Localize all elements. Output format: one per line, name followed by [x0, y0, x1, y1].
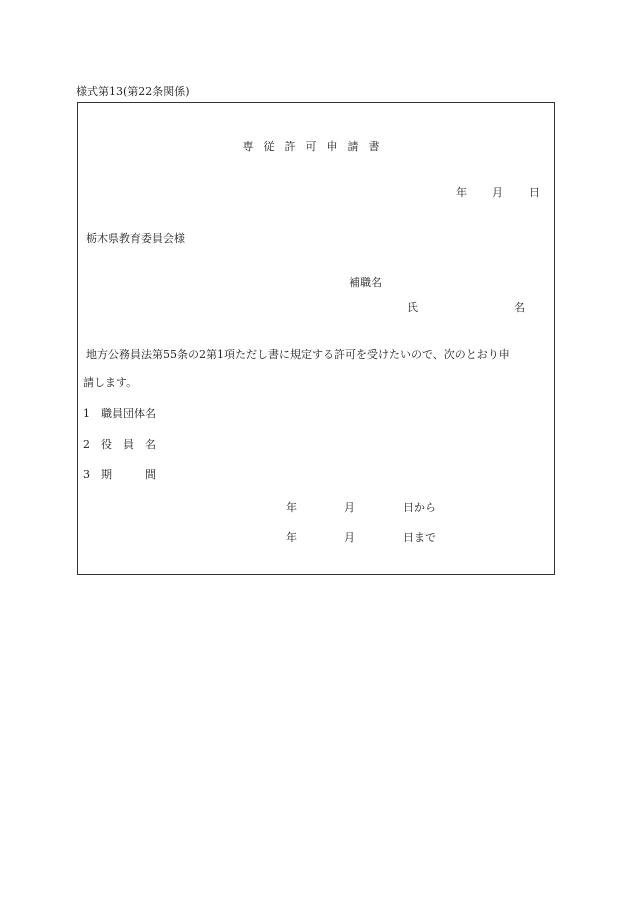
name-mei-label: 名 [514, 301, 525, 314]
date-year-label: 年 [456, 186, 467, 199]
period-end-year: 年 [286, 531, 297, 544]
item-officer-name [83, 439, 156, 450]
period-end-month: 月 [344, 531, 355, 544]
applicant-name [78, 299, 554, 313]
period-end-day: 日まで [403, 531, 436, 544]
item-label: 職員団体名 [101, 407, 156, 420]
item-period [83, 469, 156, 480]
form-title: 専従許可申請書 [242, 140, 390, 153]
body-text-line-1: 地方公務員法第55条の2第1項ただし書に規定する許可を受けたいので、次のとおり申 [86, 348, 510, 361]
body-text-line-2: 請します。 [83, 376, 138, 389]
period-start-month: 月 [344, 501, 355, 514]
item-label: 役 員 名 [101, 438, 156, 451]
period-end [78, 529, 554, 543]
name-shi-label: 氏 [407, 301, 418, 314]
form-number-label: 様式第13(第22条関係) [76, 85, 190, 98]
item-number: 3 [83, 468, 90, 481]
item-label: 期 間 [101, 468, 156, 481]
application-form [77, 102, 555, 575]
position-label: 補職名 [349, 276, 382, 289]
item-number: 2 [83, 438, 90, 451]
period-start-day: 日から [403, 501, 436, 514]
period-start-year: 年 [286, 501, 297, 514]
period-start [78, 499, 554, 513]
addressee: 栃木県教育委員会様 [86, 232, 185, 245]
date-month-label: 月 [492, 186, 503, 199]
item-number: 1 [83, 407, 90, 420]
item-union-name [83, 408, 156, 419]
application-date [78, 184, 554, 198]
date-day-label: 日 [529, 186, 540, 199]
